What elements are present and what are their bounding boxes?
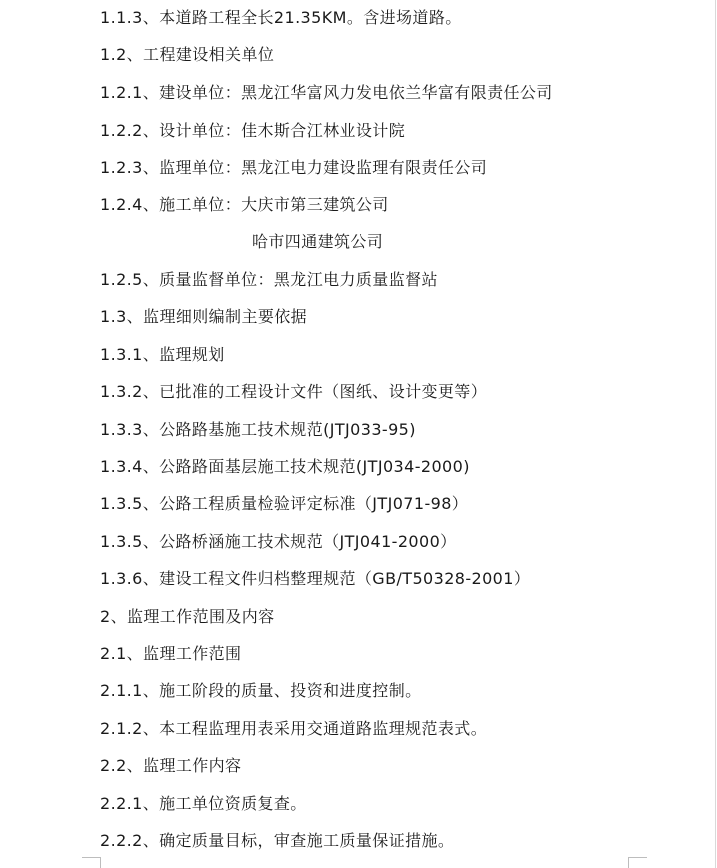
text-line: 2.1、监理工作范围 (100, 644, 242, 663)
text-line: 1.3、监理细则编制主要依据 (100, 307, 308, 326)
page-edge (715, 0, 716, 868)
margin-corner-mark (628, 857, 647, 868)
text-line: 2.2.2、确定质量目标，审查施工质量保证措施。 (100, 831, 455, 850)
text-line: 1.2、工程建设相关单位 (100, 45, 275, 64)
text-line: 1.2.1、建设单位：黑龙江华富风力发电依兰华富有限责任公司 (100, 83, 553, 102)
text-line: 1.3.4、公路路面基层施工技术规范(JTJ034-2000) (100, 457, 470, 476)
text-line: 1.1.3、本道路工程全长21.35KM。含进场道路。 (100, 8, 462, 27)
text-line: 1.3.5、公路桥涵施工技术规范（JTJ041-2000） (100, 532, 457, 551)
text-line: 哈市四通建筑公司 (252, 232, 384, 251)
text-line: 1.3.5、公路工程质量检验评定标准（JTJ071-98） (100, 494, 469, 513)
text-line: 1.3.3、公路路基施工技术规范(JTJ033-95) (100, 420, 416, 439)
margin-corner-mark (82, 857, 101, 868)
text-line: 2.1.2、本工程监理用表采用交通道路监理规范表式。 (100, 719, 488, 738)
text-line: 2、监理工作范围及内容 (100, 607, 275, 626)
text-line: 1.3.2、已批准的工程设计文件（图纸、设计变更等） (100, 382, 488, 401)
text-line: 1.2.3、监理单位：黑龙江电力建设监理有限责任公司 (100, 158, 488, 177)
text-line: 1.2.4、施工单位：大庆市第三建筑公司 (100, 195, 389, 214)
text-line: 1.3.6、建设工程文件归档整理规范（GB/T50328-2001） (100, 569, 531, 588)
text-line: 1.2.5、质量监督单位：黑龙江电力质量监督站 (100, 270, 438, 289)
text-line: 2.1.1、施工阶段的质量、投资和进度控制。 (100, 681, 422, 700)
text-line: 2.2、监理工作内容 (100, 756, 242, 775)
text-line: 2.2.1、施工单位资质复查。 (100, 794, 307, 813)
text-line: 1.2.2、设计单位：佳木斯合江林业设计院 (100, 121, 406, 140)
text-line: 1.3.1、监理规划 (100, 345, 225, 364)
